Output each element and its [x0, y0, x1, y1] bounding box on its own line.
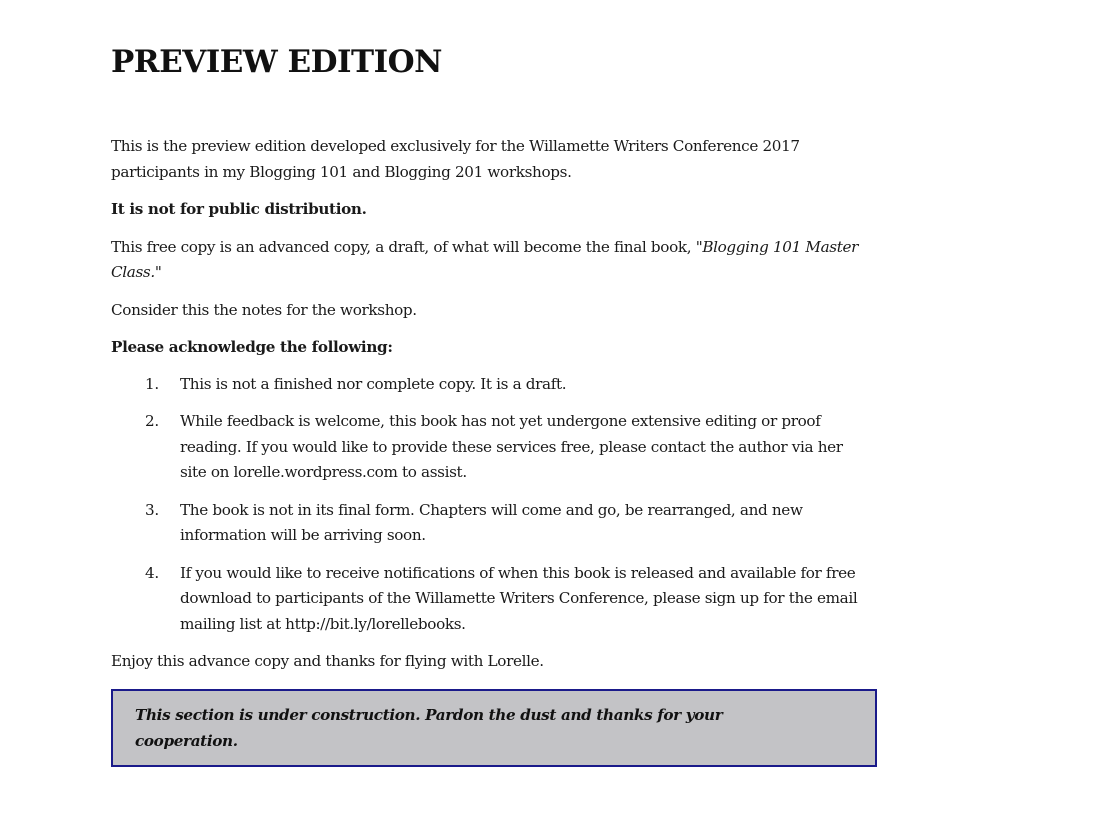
acknowledge-list: [111, 372, 881, 638]
acknowledge-heading: Please acknowledge the following:: [111, 338, 393, 356]
list-item: [111, 409, 881, 486]
list-item-text: While feedback is welcome, this book has not yet undergone extensive editing or proof reading. If you would like to provide these services free, please contact the author via her site on lorelle.wordpress.com to assist.: [180, 412, 843, 481]
list-item: [111, 561, 881, 638]
list-item-number: 1.: [145, 374, 159, 393]
list-item-text: This is not a finished nor complete copy. It is a draft.: [180, 374, 567, 393]
list-item-number: 3.: [145, 500, 159, 519]
list-item-text: The book is not in its final form. Chapters will come and go, be rearranged, and new information will be arriving soon.: [180, 500, 803, 544]
free-copy-paragraph: [111, 235, 881, 286]
book-title: "Blogging 101 Master Class.": [111, 237, 859, 281]
list-item: [111, 372, 881, 398]
under-construction-notice: This section is under construction. Pardon the dust and thanks for your cooperation.: [111, 689, 877, 767]
closing-paragraph: Enjoy this advance copy and thanks for flying with Lorelle.: [111, 652, 544, 670]
page-title: PREVIEW EDITION: [111, 44, 442, 80]
list-item-number: 2.: [145, 412, 159, 430]
intro-paragraph: This is the preview edition developed exclusively for the Willamette Writers Conference 2017 participants in my Blogging 101 and Blogging 201 workshops.: [111, 137, 800, 181]
consider-paragraph: Consider this the notes for the workshop.: [111, 300, 417, 319]
list-item: [111, 498, 881, 549]
list-item-number: 4.: [145, 563, 159, 582]
free-copy-text: This free copy is an advanced copy, a draft, of what will become the final book,: [111, 237, 696, 256]
list-item-text: If you would like to receive notifications of when this book is released and available for free download to participants of the Willamette Writers Conference, please sign up for the email mailing list at http://bit.ly/lorellebooks.: [180, 563, 858, 633]
not-public-notice: It is not for public distribution.: [111, 200, 367, 218]
document-page: [111, 40, 881, 767]
